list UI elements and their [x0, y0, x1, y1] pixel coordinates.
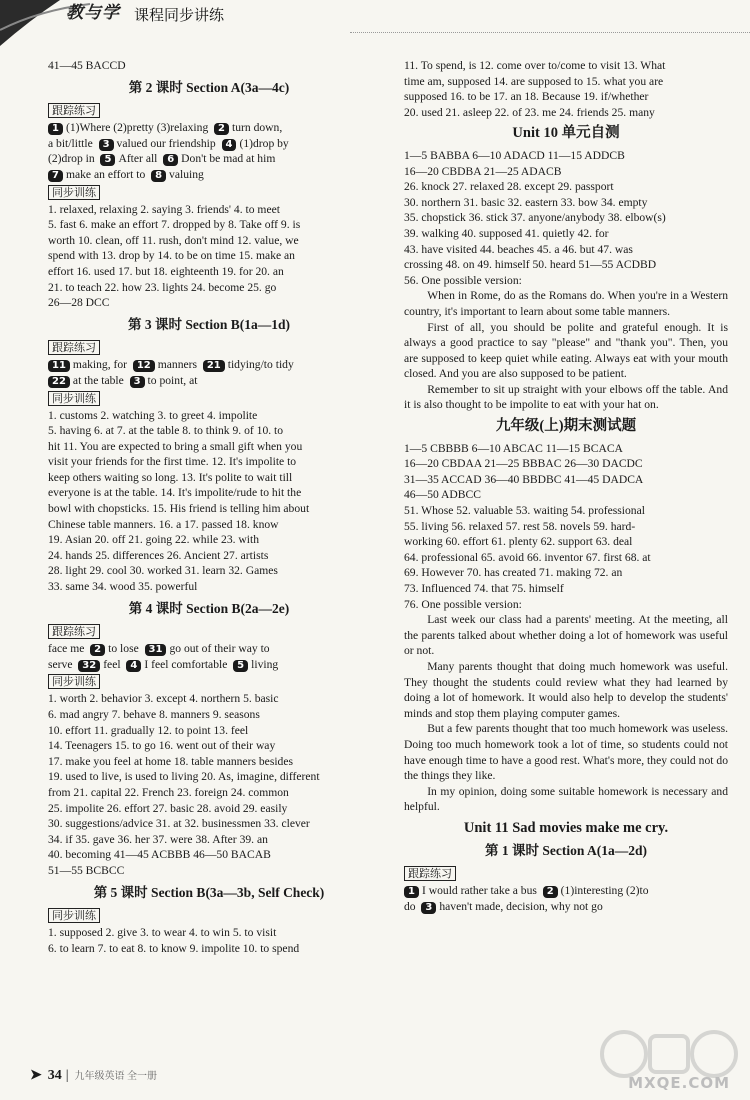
answer-line: 76. One possible version: — [404, 597, 522, 611]
answer-line: 43. have visited 44. beaches 45. a 46. but 47. was — [404, 242, 633, 256]
answer-line: 51. Whose 52. valuable 53. waiting 54. professional — [404, 504, 645, 518]
answer-line: 69. However 70. has created 71. making 72. an — [404, 566, 623, 580]
follow-line — [48, 641, 370, 657]
number-badge: 2 — [90, 644, 105, 656]
tag-sync-training: 同步训练 — [48, 185, 100, 200]
follow-line — [48, 136, 370, 152]
number-badge: 7 — [48, 170, 63, 182]
number-badge: 5 — [100, 154, 115, 166]
answer-line: 1. relaxed, relaxing 2. saying 3. friends' 4. to meet — [48, 202, 280, 216]
answer-text: living — [251, 657, 279, 671]
answer-line: 24. hands 25. differences 26. Ancient 27. artists — [48, 548, 269, 562]
number-badge: 22 — [48, 376, 70, 388]
essay-paragraph: Remember to sit up straight with your elbows off the table. And it is also thought to be impolite to eat with your hat on. — [404, 382, 728, 412]
section-heading: 第 4 课时 Section B(2a—2e) — [128, 600, 290, 616]
header-divider — [350, 32, 750, 33]
follow-line — [404, 899, 728, 915]
answer-line: 39. walking 40. supposed 41. quietly 42. for — [404, 226, 609, 240]
answer-line: 10. effort 11. gradually 12. to point 13. feel — [48, 723, 249, 737]
answer-text: valued our friendship — [116, 136, 216, 150]
page-footer — [30, 1068, 157, 1085]
answer-line: bowl with chopsticks. 15. His friend is telling him about — [48, 502, 310, 516]
follow-line — [404, 883, 728, 899]
arrow-icon: ➤ — [30, 1068, 42, 1083]
answer-line: 64. professional 65. avoid 66. inventor 67. first 68. at — [404, 550, 651, 564]
answer-text: tidying/to tidy — [227, 358, 294, 372]
answer-line: 16—20 CBDBA 21—25 ADACB — [404, 164, 562, 178]
answer-text: (1)interesting (2)to — [560, 884, 649, 898]
tag-follow-practice: 跟踪练习 — [48, 103, 100, 118]
number-badge: 4 — [126, 660, 141, 672]
answer-line: from 21. capital 22. French 23. foreign 24. common — [48, 785, 289, 799]
answer-line: 30. suggestions/advice 31. at 32. businessmen 33. clever — [48, 817, 310, 831]
answer-text: making, for — [72, 358, 128, 372]
answer-text: make an effort to — [65, 167, 146, 181]
follow-line — [48, 373, 370, 389]
unit-heading: Unit 11 Sad movies make me cry. — [463, 819, 669, 836]
follow-line — [48, 151, 370, 167]
answer-line: 55. living 56. relaxed 57. rest 58. novels 59. hard- — [404, 519, 636, 533]
answer-text: serve — [48, 657, 73, 671]
answer-line: 1. worth 2. behavior 3. except 4. northern 5. basic — [48, 692, 279, 706]
follow-line — [48, 167, 370, 183]
answer-line: 14. Teenagers 15. to go 16. went out of their way — [48, 739, 276, 753]
follow-line — [48, 357, 370, 373]
number-badge: 5 — [233, 660, 248, 672]
answer-line: 31—35 ACCAD 36—40 BBDBC 41—45 DADCA — [404, 472, 644, 486]
header-banner — [0, 0, 750, 48]
number-badge: 2 — [214, 123, 229, 135]
answer-line: 40. becoming 41—45 ACBBB 46—50 BACAB — [48, 848, 271, 862]
answer-text: (1)drop by — [239, 136, 289, 150]
answer-line: 5. having 6. at 7. at the table 8. to think 9. of 10. to — [48, 424, 284, 438]
answer-text: a bit/little — [48, 136, 93, 150]
number-badge: 32 — [78, 660, 100, 672]
answer-line: 46—50 ADBCC — [404, 488, 481, 502]
left-column — [48, 58, 370, 956]
number-badge: 31 — [145, 644, 167, 656]
answer-line: spend with 13. drop by 14. to be on time 15. make an — [48, 249, 295, 263]
tag-sync-training: 同步训练 — [48, 674, 100, 689]
answer-text: to point, at — [147, 373, 198, 387]
answer-line: 5. fast 6. make an effort 7. dropped by 8. Take off 9. is — [48, 218, 301, 232]
tag-sync-training: 同步训练 — [48, 908, 100, 923]
brand-logo: 教与学 — [66, 3, 120, 23]
answer-line: 73. Influenced 74. that 75. himself — [404, 582, 564, 595]
number-badge: 3 — [421, 902, 436, 914]
follow-line — [48, 657, 370, 673]
answer-line: 51—55 BCBCC — [48, 863, 125, 877]
answer-line: 41—45 BACCD — [48, 59, 126, 72]
essay-paragraph: First of all, you should be polite and grateful enough. It is always a good practice to say "please" and "thank you". Then, you are supposed to keep quiet while eating. Always eat with your mouth closed. And you are also supposed to be patient. — [404, 320, 728, 381]
unit-heading: Unit 10 单元自测 — [512, 125, 620, 142]
essay-paragraph: When in Rome, do as the Romans do. When you're in a Western country, it's important to learn about some table manners. — [404, 289, 728, 318]
answer-text: After all — [118, 152, 158, 166]
answer-line: working 60. effort 61. plenty 62. support 63. deal — [404, 535, 633, 549]
tag-follow-practice: 跟踪练习 — [48, 340, 100, 355]
watermark-text: MXQE.COM — [628, 1074, 730, 1092]
answer-text: go out of their way to — [169, 642, 270, 656]
number-badge: 12 — [133, 360, 155, 372]
number-badge: 11 — [48, 360, 70, 372]
section-heading: 第 5 课时 Section B(3a—3b, Self Check) — [93, 884, 325, 900]
answer-line: time am, supposed 14. are supposed to 15. what you are — [404, 74, 664, 88]
answer-line: 20. used 21. asleep 22. of 23. me 24. friends 25. many — [404, 105, 655, 119]
answer-line: 28. light 29. cool 30. worked 31. learn 32. Games — [48, 564, 278, 578]
answer-text: do — [404, 899, 416, 913]
answer-line: 26. knock 27. relaxed 28. except 29. passport — [404, 180, 614, 194]
answer-line: worth 10. clean, off 11. rush, don't mind 12. value, we — [48, 233, 299, 247]
answer-line: 34. if 35. gave 36. her 37. were 38. After 39. an — [48, 832, 268, 846]
answer-text: I would rather take a bus — [421, 884, 537, 898]
number-badge: 8 — [151, 170, 166, 182]
essay-paragraph: Many parents thought that doing much homework was useful. They thought the students could review what they had learned by doing a lot of homework. It would also help to develop the students' minds and stop them playing computer games. — [404, 659, 728, 720]
answer-line: 25. impolite 26. effort 27. basic 28. avoid 29. easily — [48, 801, 288, 815]
answer-text: turn down, — [232, 121, 283, 135]
answer-line: 16—20 CBDAA 21—25 BBBAC 26—30 DACDC — [404, 457, 643, 471]
answer-line: 56. One possible version: — [404, 273, 522, 287]
answer-line: 1—5 BABBA 6—10 ADACD 11—15 ADDCB — [404, 148, 625, 162]
answer-line: visit your friends for the first time. 12. It's impolite to — [48, 455, 297, 469]
answer-line: 26—28 DCC — [48, 296, 110, 310]
answer-line: 6. to learn 7. to eat 8. to know 9. impolite 10. to spend — [48, 941, 300, 955]
answer-line: crossing 48. on 49. himself 50. heard 51—55 ACDBD — [404, 258, 657, 272]
tag-sync-training: 同步训练 — [48, 391, 100, 406]
answer-line: effort 16. used 17. but 18. eighteenth 19. for 20. an — [48, 264, 284, 278]
answer-line: 1. customs 2. watching 3. to greet 4. impolite — [48, 408, 258, 422]
answer-line: 19. used to live, is used to living 20. As, imagine, different — [48, 770, 320, 784]
follow-line — [48, 120, 370, 136]
essay-paragraph: In my opinion, doing some suitable homework is necessary and helpful. — [404, 784, 728, 814]
number-badge: 2 — [543, 886, 558, 898]
answer-text: I feel comfortable — [144, 657, 228, 671]
answer-text: (1)Where (2)pretty (3)relaxing — [65, 121, 209, 135]
tag-follow-practice: 跟踪练习 — [48, 624, 100, 639]
book-subtitle: 九年级英语 全一册 — [74, 1071, 158, 1082]
answer-text: (2)drop in — [48, 152, 95, 166]
page-number: 34 — [47, 1068, 62, 1083]
answer-line: 11. To spend, is 12. come over to/come to visit 13. What — [404, 59, 666, 72]
answer-text: feel — [103, 657, 121, 671]
answer-text: valuing — [169, 167, 204, 181]
page-title: 课程同步讲练 — [134, 6, 225, 24]
number-badge: 6 — [163, 154, 178, 166]
answer-line: 1. supposed 2. give 3. to wear 4. to win 5. to visit — [48, 926, 277, 940]
number-badge: 1 — [404, 886, 419, 898]
answer-line: supposed 16. to be 17. an 18. Because 19. if/whether — [404, 90, 649, 104]
answer-text: haven't made, decision, why not go — [439, 899, 603, 913]
essay-paragraph: But a few parents thought that too much homework was useless. Doing too much homework took a lot of time, so students could not have enough time to have a good rest. What's more, they could not do the things they like. — [404, 722, 728, 783]
answer-text: at the table — [72, 373, 124, 387]
tag-follow-practice: 跟踪练习 — [404, 866, 456, 881]
number-badge: 3 — [99, 139, 114, 151]
answer-line: 19. Asian 20. off 21. going 22. while 23. with — [48, 533, 260, 547]
answer-text: Don't be mad at him — [181, 152, 276, 166]
right-column — [404, 58, 728, 914]
answer-line: keep others waiting so long. 13. It's polite to wait till — [48, 470, 293, 484]
number-badge: 1 — [48, 123, 63, 135]
section-heading: 第 1 课时 Section A(1a—2d) — [485, 842, 647, 858]
section-heading: 第 3 课时 Section B(1a—1d) — [128, 316, 290, 332]
number-badge: 3 — [130, 376, 145, 388]
answer-line: everyone is at the table. 14. It's impolite/rude to hit the — [48, 486, 302, 500]
section-heading: 第 2 课时 Section A(3a—4c) — [128, 79, 290, 95]
number-badge: 21 — [203, 360, 225, 372]
answer-line: 30. northern 31. basic 32. eastern 33. bow 34. empty — [404, 195, 648, 209]
answer-line: 1—5 CBBBB 6—10 ABCAC 11—15 BCACA — [404, 441, 623, 455]
exam-heading: 九年级(上)期末测试题 — [495, 418, 637, 435]
footer-separator: | — [65, 1068, 69, 1083]
answer-line: hit 11. You are expected to bring a small gift when you — [48, 439, 303, 453]
answer-line: 6. mad angry 7. behave 8. manners 9. seasons — [48, 708, 260, 721]
answer-line: 17. make you feel at home 18. table manners besides — [48, 754, 294, 768]
answer-line: 33. same 34. wood 35. powerful — [48, 580, 198, 594]
answer-line: Chinese table manners. 16. a 17. passed 18. know — [48, 517, 279, 531]
answer-text: to lose — [108, 642, 139, 656]
essay-paragraph: Last week our class had a parents' meeting. At the meeting, all the parents talked about whether doing a lot of homework was useful or not. — [404, 613, 728, 658]
answer-text: face me — [48, 642, 85, 656]
answer-line: 35. chopstick 36. stick 37. anyone/anybody 38. elbow(s) — [404, 211, 666, 225]
number-badge: 4 — [222, 139, 237, 151]
answer-text: manners — [157, 358, 198, 372]
answer-line: 21. to teach 22. how 23. lights 24. become 25. go — [48, 280, 277, 294]
